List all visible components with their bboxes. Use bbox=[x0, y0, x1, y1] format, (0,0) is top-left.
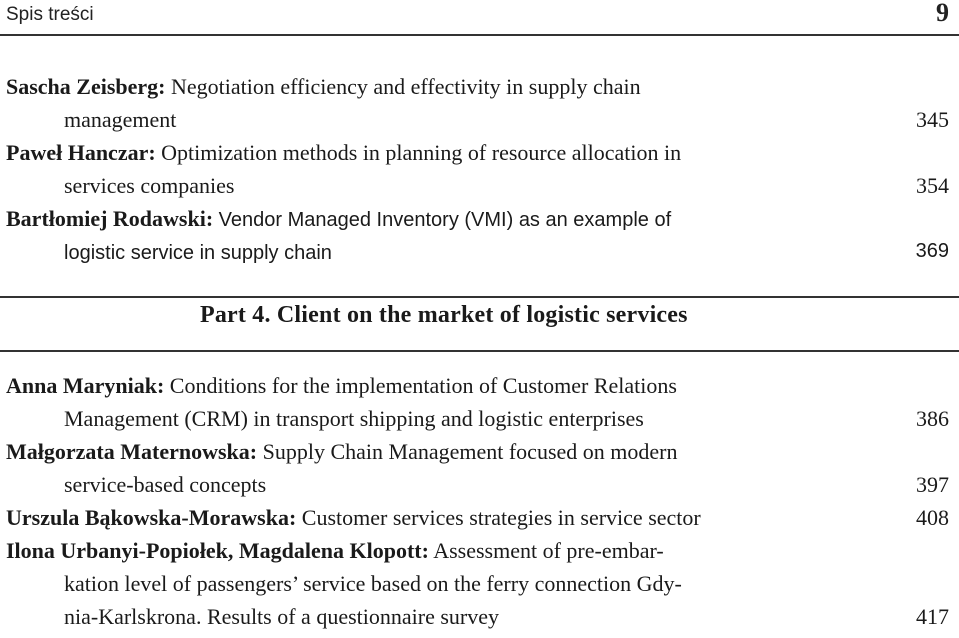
entry-title-line: Negotiation efficiency and effectivity in supply chain bbox=[171, 74, 641, 99]
page-header bbox=[0, 0, 959, 34]
entry-author: Ilona Urbanyi-Popiołek, Magdalena Klopott: bbox=[6, 538, 429, 563]
toc-entry[interactable] bbox=[0, 70, 959, 136]
entry-author: Małgorzata Maternowska: bbox=[6, 439, 258, 464]
entry-title-line: Vendor Managed Inventory (VMI) as an example of bbox=[218, 209, 672, 231]
toc-entry[interactable] bbox=[0, 435, 959, 501]
toc-section-top bbox=[0, 70, 959, 270]
entry-title-line: service-based concepts bbox=[64, 472, 267, 497]
section-rule bbox=[0, 296, 959, 298]
entry-page: 369 bbox=[915, 240, 949, 262]
entry-title-line: Customer services strategies in service sector bbox=[301, 505, 701, 530]
entry-author: Bartłomiej Rodawski: bbox=[6, 206, 214, 231]
entry-title-line: Assessment of pre-embar- bbox=[433, 538, 664, 563]
entry-page: 345 bbox=[916, 107, 949, 132]
entry-title-line: Supply Chain Management focused on modern bbox=[262, 439, 678, 464]
entry-page: 386 bbox=[916, 406, 949, 431]
page-number: 9 bbox=[936, 0, 949, 27]
entry-author: Urszula Bąkowska-Morawska: bbox=[6, 505, 297, 530]
section-title: Spis treści bbox=[6, 4, 94, 25]
entry-title-line: nia-Karlskrona. Results of a questionnaire survey bbox=[64, 604, 499, 629]
toc-entry[interactable] bbox=[0, 202, 959, 270]
entry-title-line: Conditions for the implementation of Customer Relations bbox=[169, 373, 677, 398]
header-rule bbox=[0, 34, 959, 36]
entry-author: Anna Maryniak: bbox=[6, 373, 165, 398]
entry-page: 397 bbox=[916, 472, 949, 497]
entry-title-line: kation level of passengers’ service based on the ferry connection Gdy- bbox=[64, 571, 682, 596]
toc-entry[interactable] bbox=[0, 136, 959, 202]
part-heading: Part 4. Client on the market of logistic services bbox=[200, 302, 688, 328]
toc-entry[interactable] bbox=[0, 369, 959, 435]
entry-page: 408 bbox=[916, 505, 949, 530]
section-rule bbox=[0, 350, 959, 352]
entry-title-line: management bbox=[64, 107, 177, 132]
toc-entry[interactable] bbox=[0, 501, 959, 534]
entry-page: 354 bbox=[916, 173, 949, 198]
toc-entry[interactable] bbox=[0, 534, 959, 633]
entry-page: 417 bbox=[916, 604, 949, 629]
entry-author: Sascha Zeisberg: bbox=[6, 74, 166, 99]
entry-title-line: services companies bbox=[64, 173, 235, 198]
entry-title-line: Management (CRM) in transport shipping and logistic enterprises bbox=[64, 406, 644, 431]
entry-title-line: logistic service in supply chain bbox=[64, 242, 332, 264]
entry-author: Paweł Hanczar: bbox=[6, 140, 156, 165]
entry-title-line: Optimization methods in planning of resource allocation in bbox=[161, 140, 682, 165]
toc-section-bottom bbox=[0, 369, 959, 633]
